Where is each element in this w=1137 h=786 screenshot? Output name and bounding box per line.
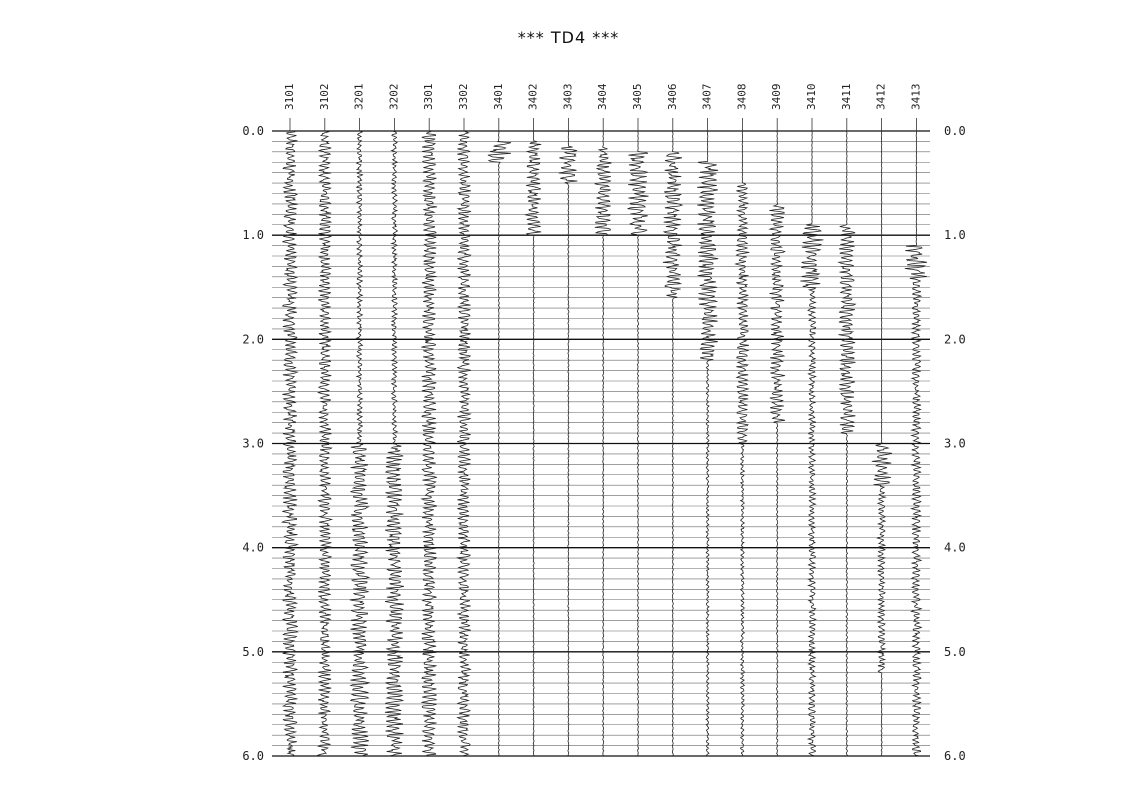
channel-label: 3201	[352, 83, 366, 110]
channel-label: 3413	[909, 83, 923, 110]
channel-label: 3409	[770, 83, 784, 110]
y-tick-label-left: 4.0	[242, 540, 264, 555]
y-tick-label-left: 0.0	[242, 124, 264, 138]
channel-label: 3405	[631, 83, 644, 110]
y-tick-label-left: 3.0	[242, 436, 264, 451]
channel-label: 3102	[317, 83, 331, 110]
y-tick-label-left: 2.0	[242, 332, 264, 347]
y-tick-label-left: 5.0	[242, 644, 264, 659]
channel-label: 3411	[839, 83, 853, 110]
channel-label: 3202	[387, 83, 401, 110]
channel-label: 3402	[526, 83, 540, 110]
channel-label: 3302	[457, 83, 470, 110]
y-tick-label-left: 1.0	[242, 228, 264, 243]
y-tick-label-right: 6.0	[944, 749, 966, 763]
grid-layer	[272, 131, 930, 756]
y-tick-label-right: 2.0	[944, 332, 966, 347]
chart-title: *** TD4 ***	[517, 28, 620, 47]
channel-label: 3301	[422, 83, 436, 110]
y-tick-label-right: 3.0	[944, 436, 966, 451]
y-tick-label-right: 0.0	[944, 124, 966, 138]
y-tick-label-left: 6.0	[242, 749, 264, 763]
channel-label: 3403	[561, 83, 575, 110]
y-tick-label-right: 1.0	[944, 228, 966, 243]
channel-label: 3407	[700, 83, 714, 110]
channel-label: 3404	[596, 83, 610, 110]
channel-label: 3101	[283, 83, 296, 110]
channel-label: 3406	[665, 83, 679, 110]
y-tick-label-right: 4.0	[944, 540, 966, 555]
channel-label: 3412	[874, 83, 888, 110]
channel-label: 3401	[491, 83, 505, 110]
channel-label: 3408	[735, 83, 749, 110]
channel-label: 3410	[805, 83, 818, 110]
y-tick-label-right: 5.0	[944, 644, 966, 659]
